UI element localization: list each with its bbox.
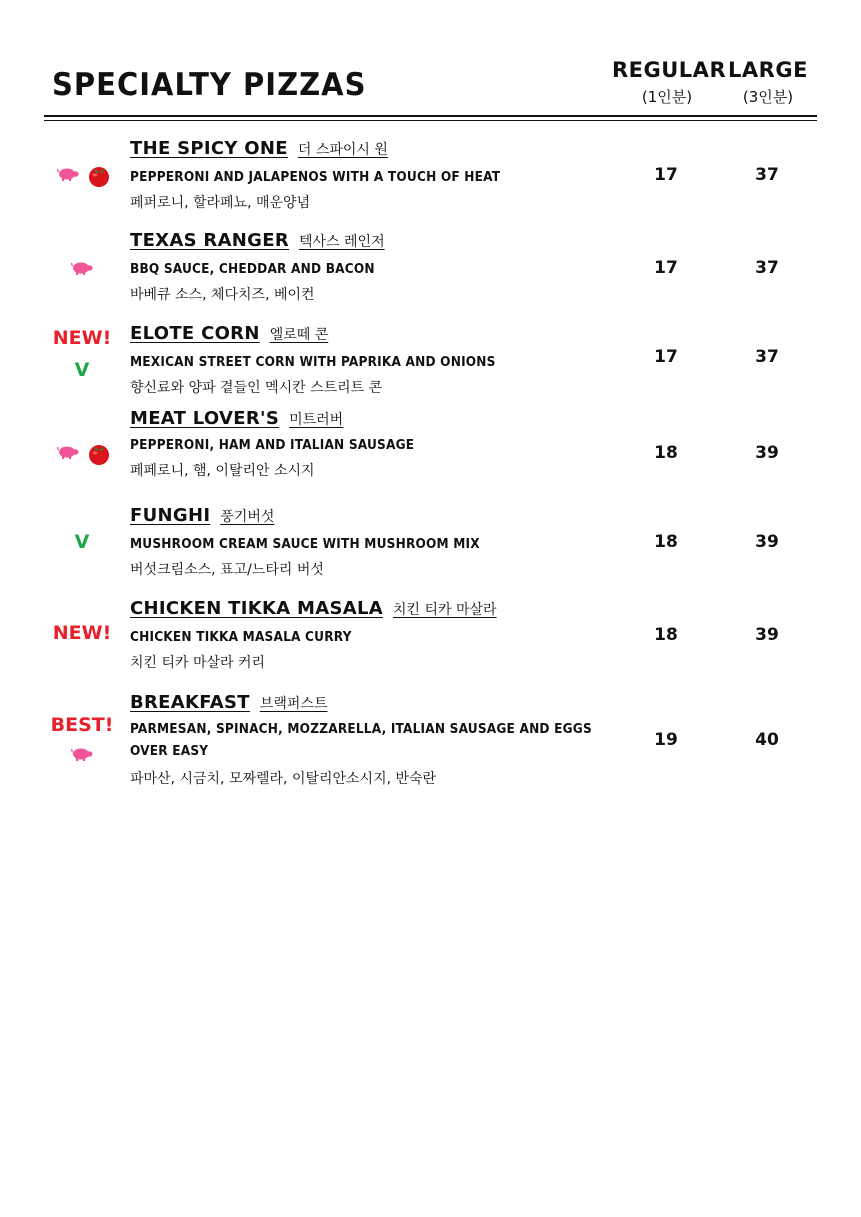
item-name-ko: 치킨 티카 마살라: [392, 602, 497, 618]
item-description-ko: 페페로니, 햄, 이탈리안 소시지: [130, 463, 315, 479]
item-description: PEPPERONI, HAM AND ITALIAN SAUSAGE: [130, 437, 415, 453]
item-name: ELOTE CORN: [130, 323, 260, 344]
item-icons: [55, 164, 115, 188]
pork-icon: [71, 746, 93, 762]
header-divider: [44, 115, 817, 117]
price-large: 39: [755, 443, 779, 463]
item-description-ko: 바베큐 소스, 체다치즈, 베이컨: [130, 287, 315, 303]
price-large: 37: [755, 347, 779, 367]
price-regular: 18: [654, 532, 678, 552]
vegetarian-badge: V: [74, 359, 90, 381]
column-header-regular: [612, 58, 727, 107]
column-header-large: [728, 58, 808, 107]
item-title: [130, 692, 327, 713]
price-regular: 18: [654, 625, 678, 645]
item-name-ko: 텍사스 레인저: [299, 234, 385, 250]
best-badge: BEST!: [50, 714, 114, 736]
item-title: [130, 598, 497, 619]
item-description-ko: 버섯크림소스, 표고/느타리 버섯: [130, 562, 324, 578]
item-description-ko: 치킨 티카 마살라 커리: [130, 655, 266, 671]
header-divider-thin: [44, 120, 817, 121]
price-regular: 19: [654, 730, 678, 750]
item-description: CHICKEN TIKKA MASALA CURRY: [130, 629, 352, 645]
item-title: [130, 505, 274, 526]
item-title: [130, 230, 385, 251]
item-name: FUNGHI: [130, 505, 211, 526]
item-description: MUSHROOM CREAM SAUCE WITH MUSHROOM MIX: [130, 536, 480, 552]
price-large: 39: [755, 532, 779, 552]
column-sub-large: (3인분): [742, 88, 794, 106]
item-name: TEXAS RANGER: [130, 230, 289, 251]
item-name: THE SPICY ONE: [130, 138, 288, 159]
item-description: MEXICAN STREET CORN WITH PAPRIKA AND ONIONS: [130, 354, 496, 370]
spicy-tomato-icon: [87, 164, 111, 188]
item-name: CHICKEN TIKKA MASALA: [130, 598, 383, 619]
price-regular: 17: [654, 165, 678, 185]
new-badge: NEW!: [52, 622, 112, 644]
item-description-ko: 파마산, 시금치, 모짜렐라, 이탈리안소시지, 반숙란: [130, 771, 437, 787]
item-name: MEAT LOVER'S: [130, 408, 280, 429]
new-badge: NEW!: [52, 327, 112, 349]
item-title: [130, 138, 388, 159]
column-label-regular: REGULAR: [612, 58, 727, 82]
price-regular: 17: [654, 347, 678, 367]
item-name: BREAKFAST: [130, 692, 250, 713]
pork-icon: [57, 444, 79, 460]
item-name-ko: 풍기버섯: [220, 509, 275, 525]
vegetarian-badge: V: [74, 531, 90, 553]
item-icons: [55, 258, 115, 282]
item-description: BBQ SAUCE, CHEDDAR AND BACON: [130, 261, 375, 277]
price-large: 37: [755, 165, 779, 185]
page-title: SPECIALTY PIZZAS: [52, 66, 367, 103]
item-name-ko: 브랙퍼스트: [259, 696, 328, 712]
item-description-ko: 페퍼로니, 할라페뇨, 매운양념: [130, 195, 311, 211]
item-name-ko: 더 스파이시 원: [297, 142, 388, 158]
item-name-ko: 미트러버: [289, 412, 344, 428]
item-description: PEPPERONI AND JALAPENOS WITH A TOUCH OF HEAT: [130, 169, 501, 185]
price-regular: 17: [654, 258, 678, 278]
column-label-large: LARGE: [728, 58, 808, 82]
pork-icon: [71, 260, 93, 276]
spicy-tomato-icon: [87, 442, 111, 466]
price-large: 37: [755, 258, 779, 278]
item-icons: [55, 744, 115, 768]
column-sub-regular: (1인분): [641, 88, 693, 106]
price-regular: 18: [654, 443, 678, 463]
item-icons: [55, 442, 115, 466]
item-title: [130, 408, 343, 429]
item-description: PARMESAN, SPINACH, MOZZARELLA, ITALIAN SAUSAGE AND EGGS OVER EASY: [130, 721, 592, 759]
price-large: 40: [755, 730, 779, 750]
item-title: [130, 323, 328, 344]
item-name-ko: 엘로떼 콘: [269, 327, 329, 343]
pork-icon: [57, 166, 79, 182]
price-large: 39: [755, 625, 779, 645]
item-description-ko: 향신료와 양파 곁들인 멕시칸 스트리트 콘: [130, 380, 383, 396]
